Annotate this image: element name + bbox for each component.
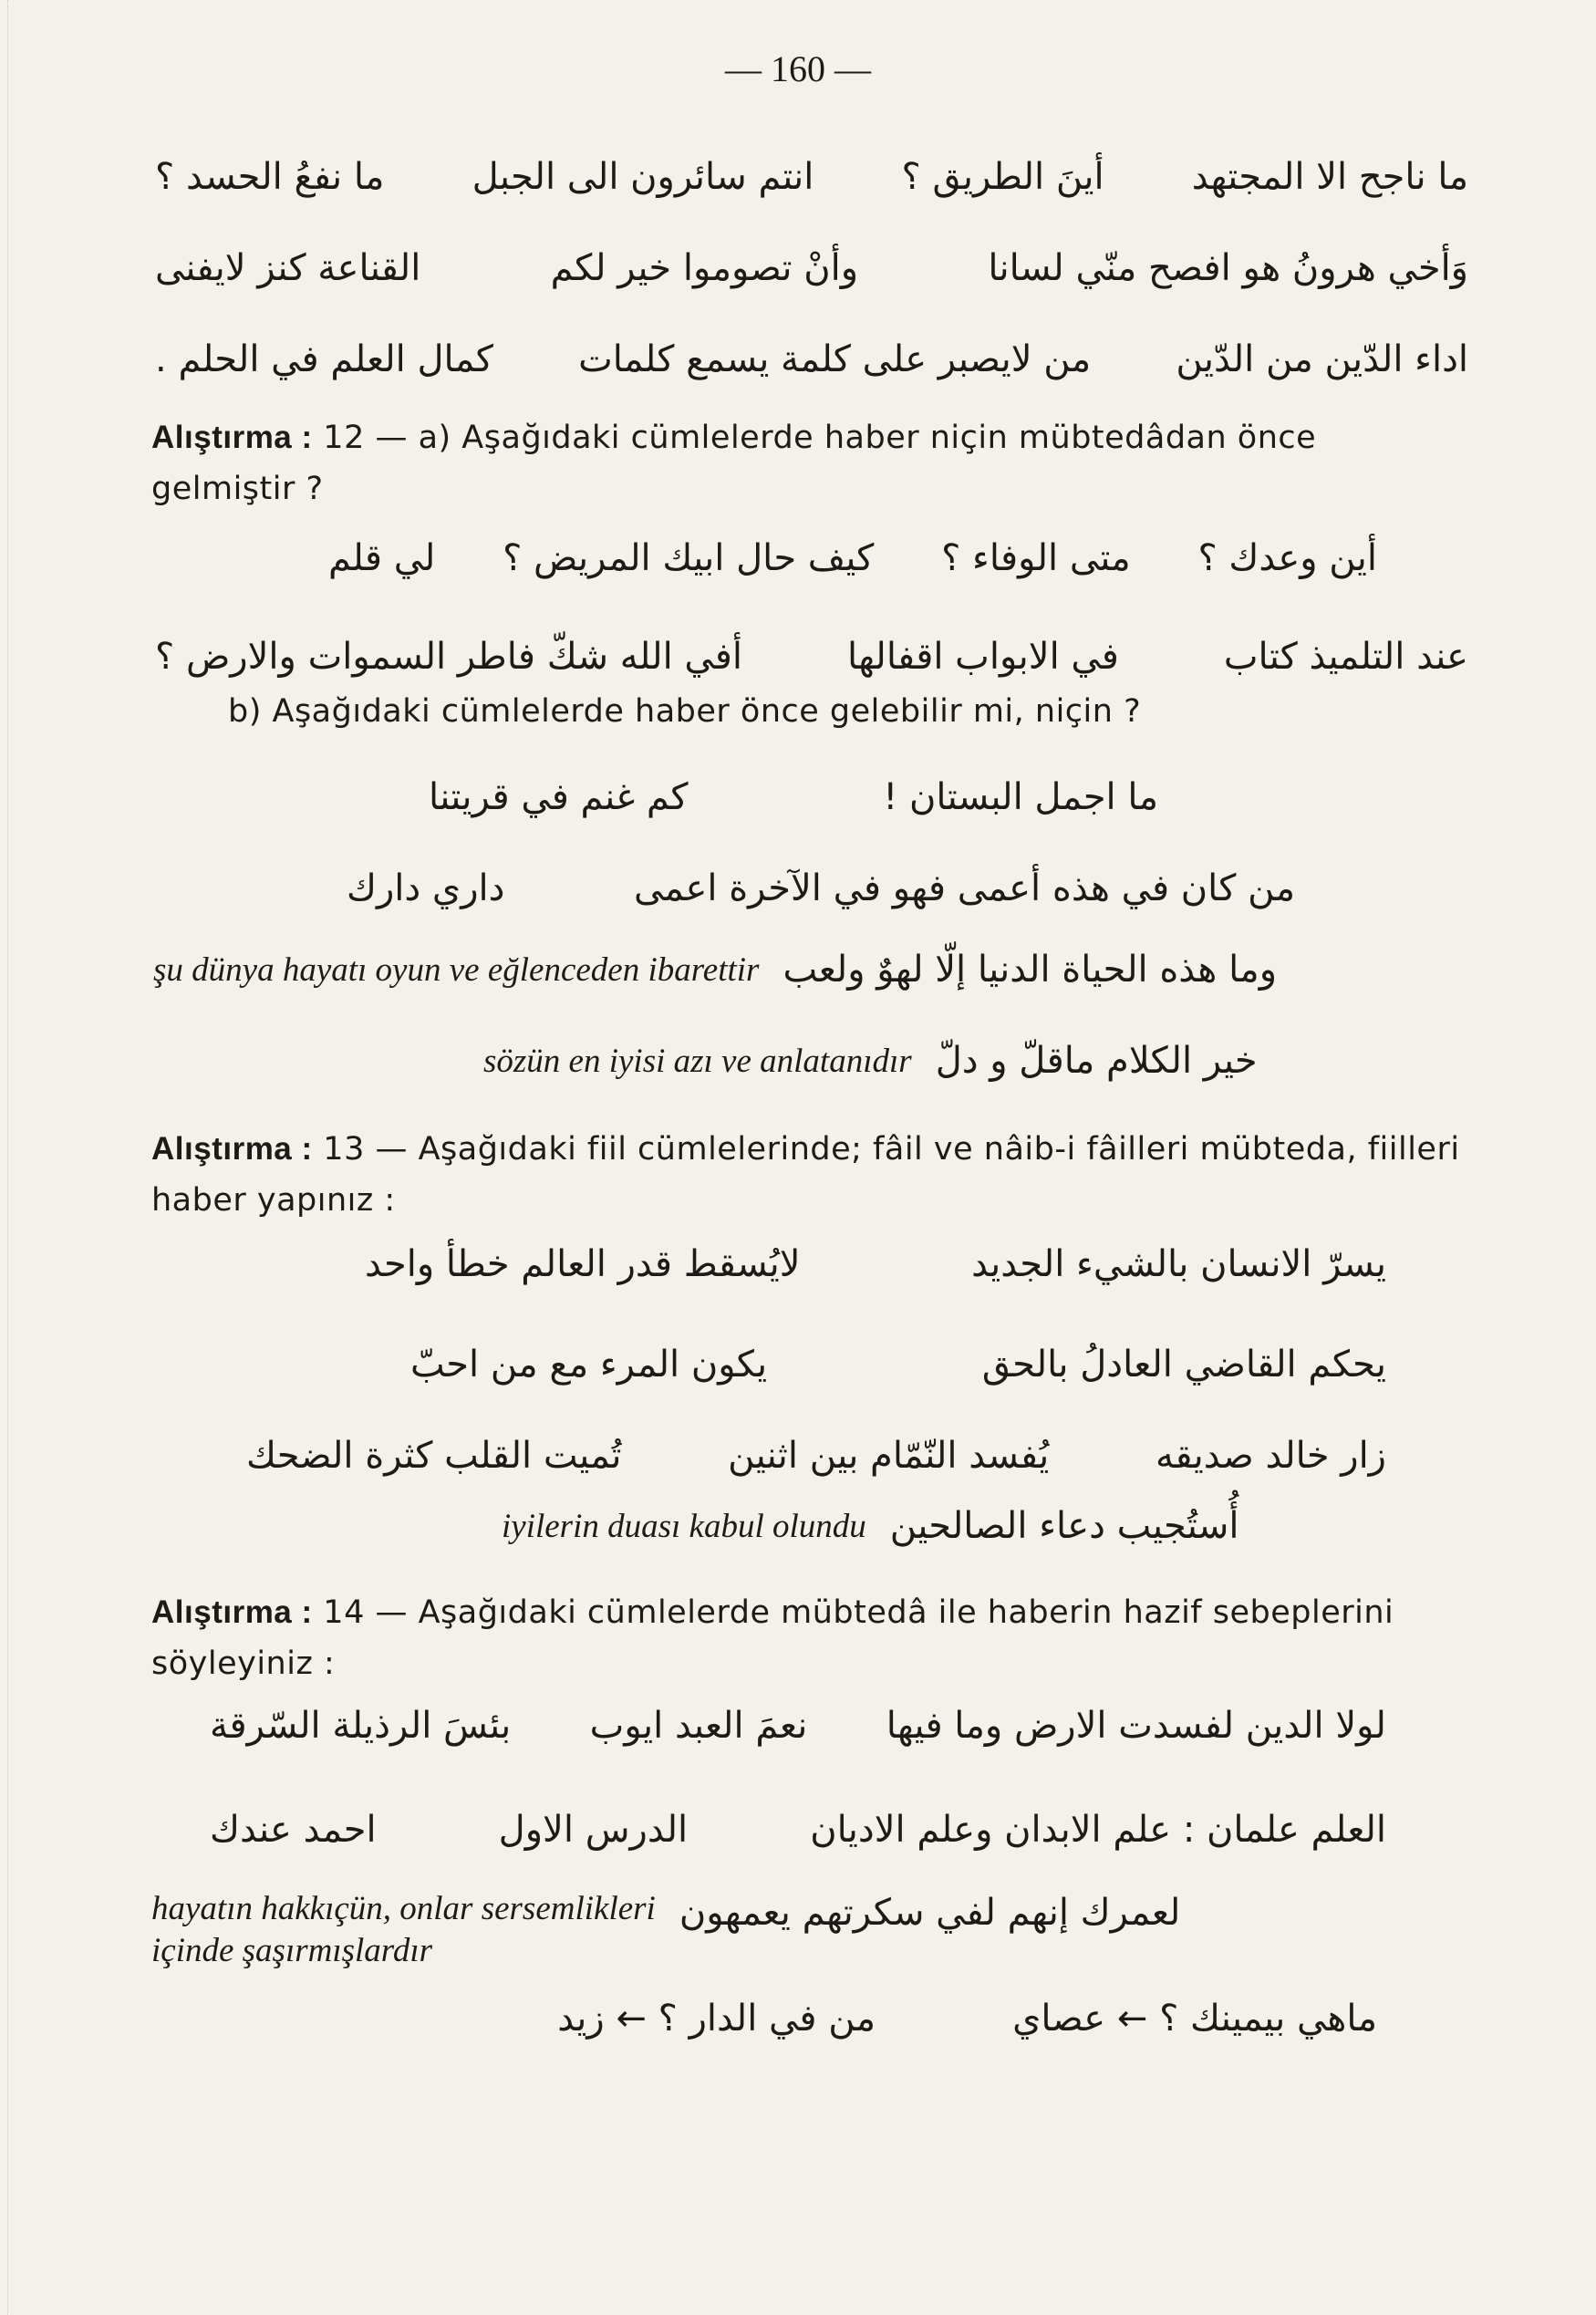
- turkish-translation: iyilerin duası kabul olundu: [502, 1507, 866, 1545]
- exercise-13-heading: [151, 1124, 1469, 1226]
- arabic-sentence: وَأخي هرونُ هو افصح منّي لسانا: [988, 247, 1468, 289]
- exercise-label: Alıştırma :: [151, 420, 313, 455]
- arabic-row: [246, 1416, 1386, 1496]
- page-edge-line: [7, 0, 9, 2315]
- arabic-sentence: كيف حال ابيك المريض ؟: [503, 537, 875, 579]
- arabic-row: [429, 757, 1158, 837]
- arabic-row: [155, 228, 1468, 308]
- arabic-sentence: يُفسد النّمّام بين اثنين: [728, 1435, 1050, 1477]
- arabic-sentence: كم غنم في قريتنا: [429, 776, 689, 818]
- exercise-label: Alıştırma :: [151, 1594, 313, 1630]
- arabic-row: [155, 617, 1468, 697]
- turkish-translation: şu dünya hayatı oyun ve eğlenceden ibarettir: [153, 950, 760, 989]
- arabic-row: [365, 1224, 1386, 1304]
- arabic-sentence: لايُسقط قدر العالم خطأ واحد: [365, 1243, 801, 1285]
- translation-line: [153, 949, 1277, 991]
- arabic-sentence: أينَ الطريق ؟: [901, 156, 1104, 198]
- arabic-row: [210, 1790, 1386, 1870]
- arabic-sentence: داري دارك: [347, 867, 505, 909]
- exercise-text: 13 — Aşağıdaki fiil cümlelerinde; fâil ve nâib-i fâilleri mübteda, fiilleri haber yapınız :: [151, 1131, 1460, 1219]
- turkish-translation-block: [151, 1888, 656, 1972]
- arabic-row: [347, 848, 1295, 929]
- arabic-sentence: لي قلم: [328, 537, 436, 579]
- arabic-sentence: كمال العلم في الحلم .: [155, 338, 493, 380]
- arabic-sentence: وأنْ تصوموا خير لكم: [550, 247, 859, 289]
- arabic-sentence: يحكم القاضي العادلُ بالحق: [981, 1344, 1386, 1386]
- exercise-14-heading: [151, 1587, 1469, 1689]
- exercise-text: 14 — Aşağıdaki cümlelerde mübtedâ ile haberin hazif sebeplerini söyleyiniz :: [151, 1594, 1394, 1682]
- translation-line: [151, 1888, 1180, 1972]
- arabic-sentence: عند التلميذ كتاب: [1223, 636, 1468, 678]
- arabic-sentence: في الابواب اقفالها: [847, 636, 1119, 678]
- arabic-row: [410, 1324, 1386, 1405]
- arabic-sentence: اداء الدّين من الدّين: [1176, 338, 1468, 380]
- page-number: — 160 —: [725, 48, 871, 89]
- arabic-sentence: ما ناجح الا المجتهد: [1191, 156, 1468, 198]
- arabic-sentence: متى الوفاء ؟: [941, 537, 1131, 579]
- arabic-sentence: أُستُجيب دعاء الصالحين: [889, 1505, 1239, 1547]
- arabic-row: [155, 137, 1468, 217]
- arabic-row: [328, 518, 1377, 598]
- arabic-sentence: من لايصبر على كلمة يسمع كلمات: [578, 338, 1092, 380]
- arabic-sentence: خير الكلام ماقلّ و دلّ: [935, 1040, 1258, 1082]
- arabic-sentence: ما اجمل البستان !: [883, 776, 1158, 818]
- arabic-sentence: تُميت القلب كثرة الضحك: [246, 1435, 622, 1477]
- exercise-text: 12 — a) Aşağıdaki cümlelerde haber niçin mübtedâdan önce gelmiştir ?: [151, 420, 1317, 507]
- arabic-sentence: القناعة كنز لايفنى: [155, 247, 421, 289]
- arabic-sentence: لعمرك إنهم لفي سكرتهم يعمهون: [679, 1892, 1181, 1934]
- arabic-sentence: بئسَ الرذيلة السّرقة: [210, 1705, 512, 1747]
- arabic-sentence: من في الدار ؟ ← زيد: [557, 1998, 876, 2040]
- arabic-row: [210, 1686, 1386, 1766]
- arabic-row: [155, 319, 1468, 400]
- arabic-sentence: الدرس الاول: [498, 1809, 689, 1851]
- exercise-label: Alıştırma :: [151, 1131, 313, 1167]
- arabic-sentence: يسرّ الانسان بالشيء الجديد: [971, 1243, 1386, 1285]
- arabic-row: [557, 1998, 1377, 2040]
- arabic-sentence: زار خالد صديقه: [1155, 1435, 1386, 1477]
- arabic-sentence: أين وعدك ؟: [1197, 537, 1377, 579]
- arabic-sentence: نعمَ العبد ايوب: [589, 1705, 808, 1747]
- arabic-sentence: أفي الله شكّ فاطر السموات والارض ؟: [155, 636, 742, 678]
- arabic-sentence: لولا الدين لفسدت الارض وما فيها: [886, 1705, 1386, 1747]
- turkish-translation: içinde şaşırmışlardır: [151, 1932, 433, 1969]
- exercise-12-b: b) Aşağıdaki cümlelerde haber önce gelebilir mi, niçin ?: [228, 693, 1142, 730]
- arabic-sentence: وما هذه الحياة الدنيا إلّا لهوٌ ولعب: [782, 949, 1278, 991]
- arabic-sentence: احمد عندك: [210, 1809, 377, 1851]
- arabic-sentence: العلم علمان : علم الابدان وعلم الاديان: [810, 1809, 1386, 1851]
- arabic-sentence: ماهي بيمينك ؟ ← عصاي: [1012, 1998, 1377, 2040]
- arabic-sentence: ما نفعُ الحسد ؟: [155, 156, 385, 198]
- exercise-12-heading: [151, 412, 1469, 514]
- turkish-translation: sözün en iyisi azı ve anlatanıdır: [483, 1042, 912, 1080]
- arabic-sentence: يكون المرء مع من احبّ: [410, 1344, 768, 1386]
- translation-line: [483, 1040, 1258, 1082]
- turkish-translation: hayatın hakkıçün, onlar sersemlikleri: [151, 1890, 656, 1927]
- translation-line: [502, 1505, 1238, 1547]
- arabic-sentence: من كان في هذه أعمى فهو في الآخرة اعمى: [634, 867, 1295, 909]
- arabic-sentence: انتم سائرون الى الجبل: [472, 156, 814, 198]
